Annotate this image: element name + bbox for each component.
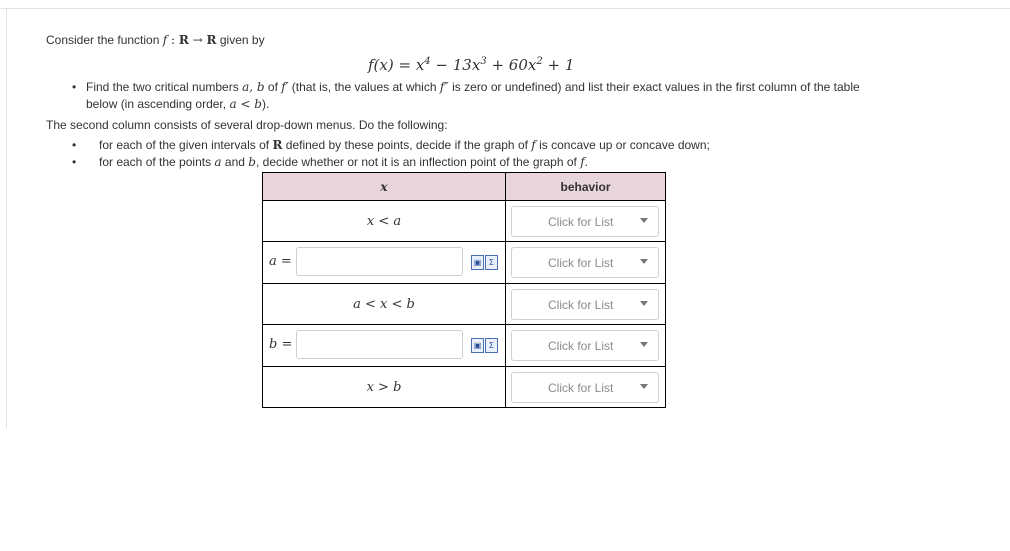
b-label: b =: [269, 337, 293, 352]
behavior-select-interval-1[interactable]: Click for List: [511, 206, 659, 237]
a-input[interactable]: [296, 247, 463, 276]
preview-icon[interactable]: ▣: [471, 255, 484, 270]
left-divider: [6, 8, 7, 428]
b-input[interactable]: [296, 330, 463, 359]
dropdown-instructions: The second column consists of several drop-down menus. Do the following:: [46, 118, 448, 132]
chevron-down-icon: [640, 384, 648, 389]
answer-table: [262, 172, 666, 408]
behavior-select-interval-2[interactable]: Click for List: [511, 289, 659, 320]
chevron-down-icon: [640, 342, 648, 347]
behavior-select-point-b[interactable]: Click for List: [511, 330, 659, 361]
equation-editor-icon[interactable]: Σ: [485, 338, 498, 353]
chevron-down-icon: [640, 218, 648, 223]
intro-text: Consider the function f : R → R given by: [46, 33, 265, 47]
header-behavior: behavior: [506, 173, 666, 201]
interval-a-less-x-less-b: a < x < b: [263, 284, 506, 325]
a-label: a =: [269, 254, 292, 269]
top-divider: [0, 8, 1010, 9]
behavior-select-point-a[interactable]: Click for List: [511, 247, 659, 278]
chevron-down-icon: [640, 301, 648, 306]
preview-icon[interactable]: ▣: [471, 338, 484, 353]
equation-editor-icon[interactable]: Σ: [485, 255, 498, 270]
header-x: x: [263, 173, 506, 201]
interval-x-greater-b: x > b: [263, 367, 506, 408]
behavior-select-interval-3[interactable]: Click for List: [511, 372, 659, 403]
chevron-down-icon: [640, 259, 648, 264]
interval-x-less-a: x < a: [263, 201, 506, 242]
function-formula: $f(x) = x^4 - 13x^3 + 60x^2 + 1$: [368, 56, 575, 74]
